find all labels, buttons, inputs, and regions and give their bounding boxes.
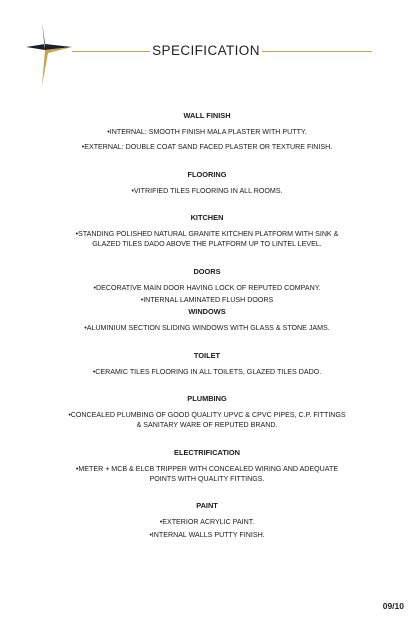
four-point-star-icon <box>26 22 78 86</box>
spec-item: •ALUMINIUM SECTION SLIDING WINDOWS WITH GLASS & STONE JAMS. <box>84 324 330 333</box>
header-rule-right <box>262 51 372 52</box>
section-doors <box>74 267 340 306</box>
spec-item: •METER + MCB & ELCB TRIPPER WITH CONCEALED WIRING AND ADEQUATE POINTS WITH QUALITY FITTINGS. <box>75 464 339 484</box>
page-number: 09/10 <box>382 601 404 611</box>
header-rule-left <box>72 51 150 52</box>
spec-item: •INTERNAL LAMINATED FLUSH DOORS <box>140 296 274 305</box>
spec-item: •CONCEALED PLUMBING OF GOOD QUALITY UPVC & CPVC PIPES, C.P. FITTINGS & SANITARY WARE OF REPUTED BRAND. <box>68 411 346 430</box>
section-wall-finish <box>74 111 340 153</box>
spec-item: •CERAMIC TILES FLOORING IN ALL TOILETS, GLAZED TILES DADO. <box>92 367 322 376</box>
section-title: FLOORING <box>187 169 227 179</box>
spec-item: •INTERNAL: SMOOTH FINISH MALA PLASTER WITH PUTTY. <box>107 128 307 137</box>
section-title: KITCHEN <box>190 213 224 223</box>
section-flooring <box>74 170 340 196</box>
section-title: WALL FINISH <box>183 111 231 120</box>
section-toilet <box>74 351 340 377</box>
section-title: DOORS <box>193 266 221 276</box>
spec-item: •EXTERNAL: DOUBLE COAT SAND FACED PLASTER OR TEXTURE FINISH. <box>81 143 333 152</box>
page-title: SPECIFICATION <box>152 43 260 58</box>
section-title: WINDOWS <box>188 307 226 317</box>
spec-item: •STANDING POLISHED NATURAL GRANITE KITCHEN PLATFORM WITH SINK & GLAZED TILES DADO ABOVE THE PLATFORM UP TO LINTEL LEVEL. <box>75 230 339 249</box>
section-title: PAINT <box>196 501 218 511</box>
section-plumbing <box>68 394 346 431</box>
specification-list <box>68 111 346 540</box>
spec-item: •INTERNAL WALLS PUTTY FINISH. <box>149 530 265 539</box>
section-title: PLUMBING <box>187 394 227 404</box>
spec-item: •EXTERIOR ACRYLIC PAINT. <box>159 518 255 527</box>
section-paint <box>74 501 340 540</box>
section-windows <box>74 307 340 333</box>
section-title: TOILET <box>193 350 221 360</box>
section-title: ELECTRIFICATION <box>174 447 240 457</box>
spec-item: •DECORATIVE MAIN DOOR HAVING LOCK OF REPUTED COMPANY. <box>93 283 321 292</box>
section-kitchen <box>74 213 340 250</box>
spec-item: •VITRIFIED TILES FLOORING IN ALL ROOMS. <box>131 186 283 195</box>
section-electrification <box>74 448 340 485</box>
